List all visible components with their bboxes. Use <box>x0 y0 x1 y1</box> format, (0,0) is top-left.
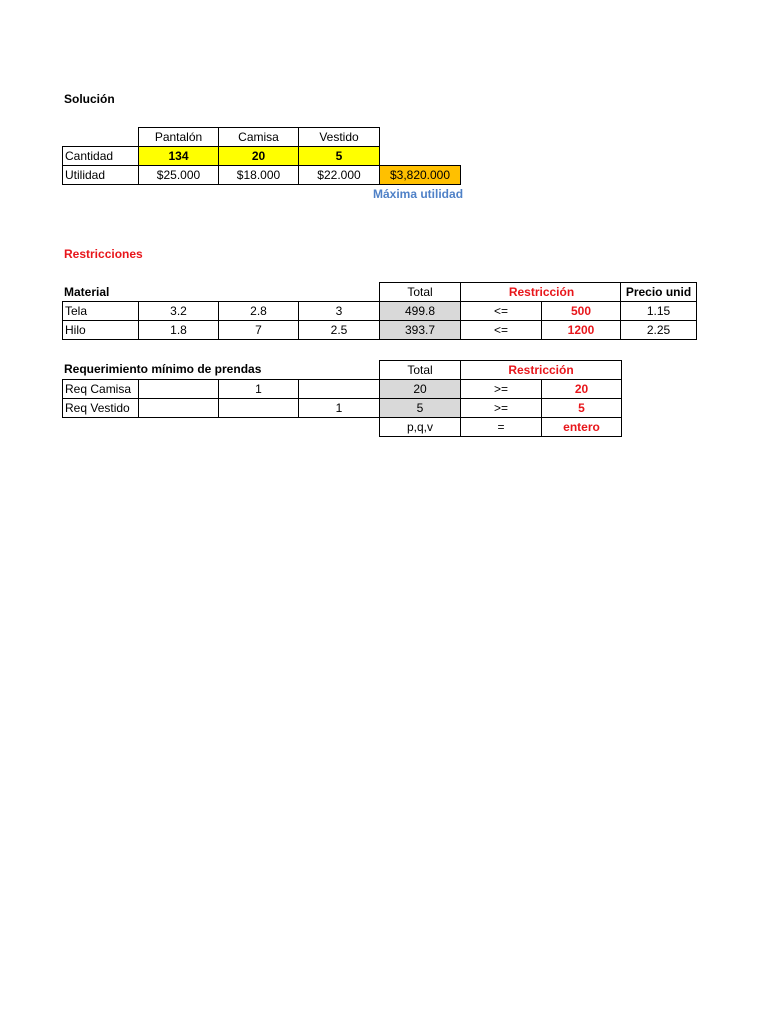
material-hilo-q[interactable]: 7 <box>218 320 299 340</box>
material-title: Material <box>64 285 110 299</box>
integer-limit[interactable]: entero <box>541 417 622 437</box>
restricciones-title: Restricciones <box>64 247 143 261</box>
maxima-utilidad-caption: Máxima utilidad <box>373 187 464 201</box>
cantidad-label: Cantidad <box>62 146 139 166</box>
requerimiento-restriccion-header: Restricción <box>460 360 622 380</box>
header-vestido: Vestido <box>298 127 380 147</box>
utilidad-pantalon[interactable]: $25.000 <box>138 165 219 185</box>
material-tela-total[interactable]: 499.8 <box>379 301 461 321</box>
req-camisa-q[interactable]: 1 <box>218 379 299 399</box>
material-hilo-op[interactable]: <= <box>460 320 542 340</box>
solucion-title: Solución <box>64 92 115 106</box>
cantidad-pantalon[interactable]: 134 <box>138 146 219 166</box>
req-vestido-limit[interactable]: 5 <box>541 398 622 418</box>
material-hilo-p[interactable]: 1.8 <box>138 320 219 340</box>
material-tela-op[interactable]: <= <box>460 301 542 321</box>
req-camisa-p[interactable] <box>138 379 219 399</box>
req-vestido-q[interactable] <box>218 398 299 418</box>
material-tela-q[interactable]: 2.8 <box>218 301 299 321</box>
req-vestido-v[interactable]: 1 <box>298 398 380 418</box>
integer-op[interactable]: = <box>460 417 542 437</box>
req-vestido-op[interactable]: >= <box>460 398 542 418</box>
material-hilo-precio[interactable]: 2.25 <box>620 320 697 340</box>
material-tela-v[interactable]: 3 <box>298 301 380 321</box>
material-tela-precio[interactable]: 1.15 <box>620 301 697 321</box>
header-camisa: Camisa <box>218 127 299 147</box>
material-tela-limit[interactable]: 500 <box>541 301 621 321</box>
material-hilo-limit[interactable]: 1200 <box>541 320 621 340</box>
requerimiento-title: Requerimiento mínimo de prendas <box>64 362 262 376</box>
integer-vars[interactable]: p,q,v <box>379 417 461 437</box>
utilidad-vestido[interactable]: $22.000 <box>298 165 380 185</box>
utilidad-camisa[interactable]: $18.000 <box>218 165 299 185</box>
material-restriccion-header: Restricción <box>460 282 622 302</box>
req-vestido-total[interactable]: 5 <box>379 398 461 418</box>
material-tela-p[interactable]: 3.2 <box>138 301 219 321</box>
cantidad-vestido[interactable]: 5 <box>298 146 380 166</box>
material-row-label: Tela <box>62 301 139 321</box>
cantidad-camisa[interactable]: 20 <box>218 146 299 166</box>
material-row-label: Hilo <box>62 320 139 340</box>
req-camisa-v[interactable] <box>298 379 380 399</box>
req-camisa-limit[interactable]: 20 <box>541 379 622 399</box>
req-vestido-p[interactable] <box>138 398 219 418</box>
material-hilo-v[interactable]: 2.5 <box>298 320 380 340</box>
requerimiento-total-header: Total <box>379 360 461 380</box>
material-precio-header: Precio unid <box>620 282 697 302</box>
material-hilo-total[interactable]: 393.7 <box>379 320 461 340</box>
header-pantalon: Pantalón <box>138 127 219 147</box>
req-row-label: Req Vestido <box>62 398 139 418</box>
req-row-label: Req Camisa <box>62 379 139 399</box>
req-camisa-total[interactable]: 20 <box>379 379 461 399</box>
material-total-header: Total <box>379 282 461 302</box>
utilidad-label: Utilidad <box>62 165 139 185</box>
req-camisa-op[interactable]: >= <box>460 379 542 399</box>
utilidad-total[interactable]: $3,820.000 <box>379 165 461 185</box>
